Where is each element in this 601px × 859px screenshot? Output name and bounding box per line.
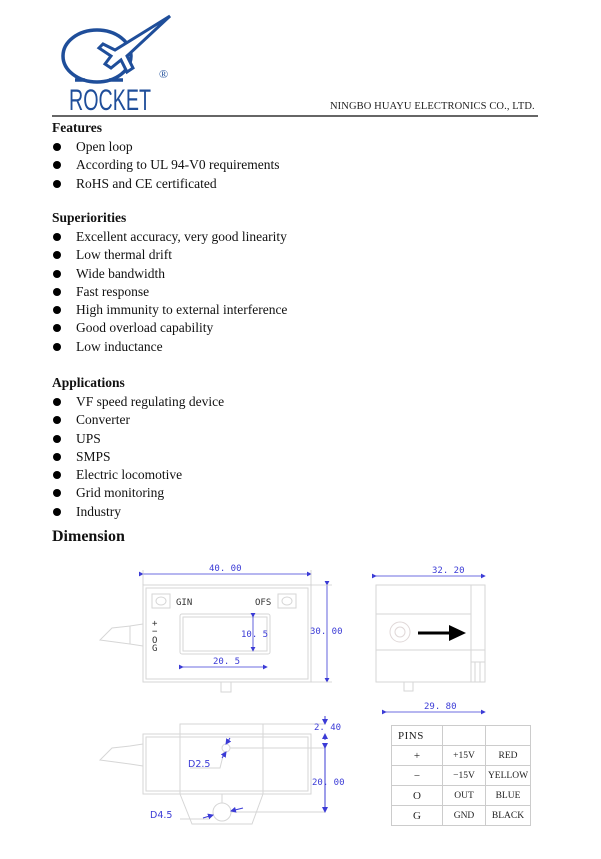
- list-item: According to UL 94-V0 requirements: [52, 156, 279, 174]
- company-name: NINGBO HUAYU ELECTRONICS CO., LTD.: [330, 101, 535, 112]
- ofs-label: OFS: [255, 598, 272, 608]
- pin-o-label: O: [152, 636, 158, 646]
- dimension-title: Dimension: [52, 528, 125, 545]
- arrow-icon: [418, 625, 466, 641]
- window-height-dim: 10. 5: [241, 630, 269, 640]
- registered-mark: ®: [159, 67, 169, 81]
- list-item: Low thermal drift: [52, 246, 287, 264]
- list-item: Excellent accuracy, very good linearity: [52, 228, 287, 246]
- list-item: RoHS and CE certificated: [52, 175, 279, 193]
- logo-text: ROCKET: [69, 84, 151, 112]
- pins-header: PINS: [392, 726, 443, 746]
- table-row: − −15V YELLOW: [392, 766, 531, 786]
- list-item: Industry: [52, 503, 224, 521]
- front-height-dim: 30. 00: [310, 627, 343, 637]
- list-item: SMPS: [52, 448, 224, 466]
- pin-minus-label: −: [152, 627, 158, 637]
- applications-title: Applications: [52, 375, 125, 390]
- features-title: Features: [52, 120, 102, 135]
- side-top-width-dim: 32. 20: [432, 566, 465, 576]
- list-item: Grid monitoring: [52, 484, 224, 502]
- list-item: Converter: [52, 411, 224, 429]
- list-item: Wide bandwidth: [52, 265, 287, 283]
- table-row: [392, 726, 531, 746]
- pin-plus-label: +: [152, 619, 158, 629]
- gin-label: GIN: [176, 598, 193, 608]
- front-view: [100, 585, 311, 692]
- front-width-dim: 40. 00: [209, 564, 242, 574]
- side-bottom-width-dim: 29. 80: [424, 702, 457, 712]
- list-item: High immunity to external interference: [52, 301, 287, 319]
- list-item: Good overload capability: [52, 319, 287, 337]
- table-row: + +15V RED: [392, 746, 531, 766]
- list-item: Fast response: [52, 283, 287, 301]
- list-item: Open loop: [52, 138, 279, 156]
- table-row: O OUT BLUE: [392, 786, 531, 806]
- hole-d45-dim: D4.5: [150, 810, 173, 821]
- list-item: Electric locomotive: [52, 466, 224, 484]
- list-item: Low inductance: [52, 338, 287, 356]
- bottom-offset-dim: 2. 40: [314, 723, 342, 733]
- pins-table: [391, 725, 531, 826]
- hole-d25-dim: D2.5: [188, 759, 211, 770]
- pin-g-label: G: [152, 644, 158, 654]
- superiorities-title: Superiorities: [52, 210, 127, 225]
- table-row: G GND BLACK: [392, 806, 531, 826]
- side-view: [376, 585, 485, 691]
- bottom-height-dim: 20. 00: [312, 778, 345, 788]
- bottom-view: [100, 724, 325, 824]
- list-item: UPS: [52, 430, 224, 448]
- list-item: VF speed regulating device: [52, 393, 224, 411]
- window-width-dim: 20. 5: [213, 657, 241, 667]
